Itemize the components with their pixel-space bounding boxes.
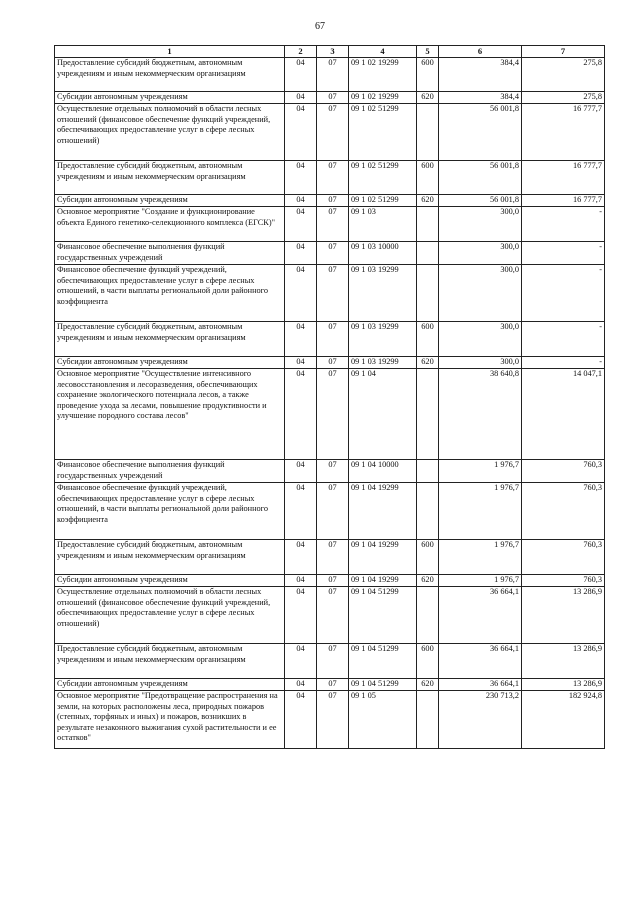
row-target-article: 09 1 04 19299 [349,575,417,587]
column-header: 2 [285,46,317,58]
row-section: 04 [285,242,317,265]
row-amount-year2: 14 047,1 [522,369,605,460]
row-amount-year1: 300,0 [439,265,522,322]
row-section: 04 [285,483,317,540]
row-amount-year2: 760,3 [522,575,605,587]
row-section: 04 [285,679,317,691]
row-subsection: 07 [317,104,349,161]
row-amount-year2: 275,8 [522,58,605,92]
row-expense-type: 600 [417,540,439,575]
row-amount-year1: 300,0 [439,242,522,265]
row-expense-type [417,460,439,483]
row-target-article: 09 1 02 51299 [349,195,417,207]
budget-table [54,45,605,749]
row-amount-year1: 384,4 [439,58,522,92]
row-name: Субсидии автономным учреждениям [55,195,285,207]
row-name: Субсидии автономным учреждениям [55,575,285,587]
column-header: 3 [317,46,349,58]
row-subsection: 07 [317,691,349,749]
row-expense-type: 600 [417,161,439,195]
table-row [55,483,605,540]
row-subsection: 07 [317,587,349,644]
row-subsection: 07 [317,92,349,104]
row-expense-type: 620 [417,195,439,207]
row-target-article: 09 1 04 51299 [349,587,417,644]
table-row [55,242,605,265]
row-subsection: 07 [317,265,349,322]
table-row [55,644,605,679]
row-amount-year1: 56 001,8 [439,195,522,207]
row-amount-year2: 760,3 [522,460,605,483]
row-subsection: 07 [317,161,349,195]
row-section: 04 [285,540,317,575]
row-expense-type [417,242,439,265]
table-row [55,691,605,749]
row-amount-year2: 760,3 [522,483,605,540]
row-amount-year1: 300,0 [439,207,522,242]
row-amount-year1: 38 640,8 [439,369,522,460]
table-row [55,587,605,644]
row-subsection: 07 [317,483,349,540]
row-section: 04 [285,587,317,644]
row-name: Осуществление отдельных полномочий в области лесных отношений (финансовое обеспечение функций учреждений, обеспечивающих предоставление услуг в сфере лесных отношений) [55,587,285,644]
row-target-article: 09 1 02 19299 [349,58,417,92]
row-amount-year2: - [522,322,605,357]
table-row [55,207,605,242]
row-amount-year1: 300,0 [439,357,522,369]
row-target-article: 09 1 05 [349,691,417,749]
row-section: 04 [285,58,317,92]
row-subsection: 07 [317,540,349,575]
row-name: Предоставление субсидий бюджетным, автономным учреждениям и иным некоммерческим организациям [55,322,285,357]
row-target-article: 09 1 04 19299 [349,483,417,540]
row-target-article: 09 1 04 19299 [349,540,417,575]
row-name: Субсидии автономным учреждениям [55,357,285,369]
row-name: Финансовое обеспечение выполнения функций государственных учреждений [55,460,285,483]
row-section: 04 [285,575,317,587]
table-header-row [55,46,605,58]
row-expense-type: 600 [417,58,439,92]
row-name: Финансовое обеспечение выполнения функций государственных учреждений [55,242,285,265]
row-target-article: 09 1 02 19299 [349,92,417,104]
row-section: 04 [285,322,317,357]
row-amount-year2: 275,8 [522,92,605,104]
row-target-article: 09 1 04 10000 [349,460,417,483]
row-section: 04 [285,104,317,161]
row-target-article: 09 1 02 51299 [349,161,417,195]
row-name: Основное мероприятие "Предотвращение распространения на земли, на которых расположены леса, природных пожаров (степных, торфяных и иных) и пожаров, возникших в результате незаконного выжигания сухой растительности и ее остатков" [55,691,285,749]
row-section: 04 [285,207,317,242]
row-expense-type: 620 [417,575,439,587]
row-subsection: 07 [317,207,349,242]
table-row [55,357,605,369]
row-amount-year2: - [522,357,605,369]
row-section: 04 [285,369,317,460]
row-target-article: 09 1 03 [349,207,417,242]
row-amount-year1: 36 664,1 [439,644,522,679]
row-amount-year2: - [522,265,605,322]
row-subsection: 07 [317,644,349,679]
row-amount-year2: 760,3 [522,540,605,575]
row-amount-year1: 230 713,2 [439,691,522,749]
table-row [55,322,605,357]
row-amount-year1: 1 976,7 [439,460,522,483]
row-target-article: 09 1 03 19299 [349,322,417,357]
row-name: Осуществление отдельных полномочий в области лесных отношений (финансовое обеспечение функций учреждений, обеспечивающих предоставление услуг в сфере лесных отношений) [55,104,285,161]
column-header: 4 [349,46,417,58]
row-name: Основное мероприятие "Создание и функционирование объекта Единого генетико-селекционного комплекса (ЕГСК)" [55,207,285,242]
row-subsection: 07 [317,195,349,207]
row-amount-year2: 16 777,7 [522,195,605,207]
row-subsection: 07 [317,58,349,92]
row-amount-year1: 1 976,7 [439,483,522,540]
row-section: 04 [285,92,317,104]
row-amount-year2: 13 286,9 [522,644,605,679]
row-amount-year2: 182 924,8 [522,691,605,749]
row-target-article: 09 1 03 19299 [349,357,417,369]
row-target-article: 09 1 04 51299 [349,679,417,691]
row-name: Основное мероприятие "Осуществление интенсивного лесовосстановления и лесоразведения, обеспечивающих сохранение экологического потенциала лесов, а также проведение ухода за лесами, повышение продуктивности и улучшение породного состава лесов" [55,369,285,460]
row-name: Предоставление субсидий бюджетным, автономным учреждениям и иным некоммерческим организациям [55,58,285,92]
row-section: 04 [285,460,317,483]
row-name: Финансовое обеспечение функций учреждений, обеспечивающих предоставление услуг в сфере лесных отношений, в части выплаты региональной доли районного коэффициента [55,265,285,322]
row-amount-year2: 13 286,9 [522,679,605,691]
row-name: Субсидии автономным учреждениям [55,679,285,691]
row-expense-type [417,483,439,540]
row-target-article: 09 1 03 19299 [349,265,417,322]
row-expense-type [417,104,439,161]
row-name: Субсидии автономным учреждениям [55,92,285,104]
page-number: 67 [315,21,325,32]
row-subsection: 07 [317,679,349,691]
row-target-article: 09 1 04 [349,369,417,460]
row-subsection: 07 [317,369,349,460]
row-amount-year1: 36 664,1 [439,587,522,644]
row-amount-year1: 56 001,8 [439,161,522,195]
row-target-article: 09 1 02 51299 [349,104,417,161]
table-row [55,195,605,207]
row-expense-type: 600 [417,322,439,357]
row-amount-year1: 1 976,7 [439,540,522,575]
row-amount-year1: 1 976,7 [439,575,522,587]
row-expense-type [417,587,439,644]
table-row [55,161,605,195]
row-amount-year2: - [522,207,605,242]
row-subsection: 07 [317,322,349,357]
table-row [55,575,605,587]
table-row [55,460,605,483]
row-expense-type [417,691,439,749]
table-row [55,58,605,92]
row-target-article: 09 1 03 10000 [349,242,417,265]
table-row [55,369,605,460]
row-section: 04 [285,357,317,369]
row-amount-year2: 16 777,7 [522,104,605,161]
row-section: 04 [285,691,317,749]
row-expense-type: 620 [417,92,439,104]
row-amount-year2: 16 777,7 [522,161,605,195]
row-expense-type [417,369,439,460]
row-amount-year1: 300,0 [439,322,522,357]
row-name: Финансовое обеспечение функций учреждений, обеспечивающих предоставление услуг в сфере лесных отношений, в части выплаты региональной доли районного коэффициента [55,483,285,540]
row-expense-type: 620 [417,679,439,691]
row-subsection: 07 [317,242,349,265]
row-name: Предоставление субсидий бюджетным, автономным учреждениям и иным некоммерческим организациям [55,540,285,575]
row-subsection: 07 [317,357,349,369]
row-subsection: 07 [317,575,349,587]
column-header: 7 [522,46,605,58]
row-amount-year1: 56 001,8 [439,104,522,161]
table-row [55,104,605,161]
table-row [55,92,605,104]
row-section: 04 [285,161,317,195]
row-amount-year2: 13 286,9 [522,587,605,644]
row-expense-type: 600 [417,644,439,679]
row-amount-year1: 384,4 [439,92,522,104]
row-amount-year2: - [522,242,605,265]
row-expense-type [417,207,439,242]
table-row [55,679,605,691]
row-subsection: 07 [317,460,349,483]
row-name: Предоставление субсидий бюджетным, автономным учреждениям и иным некоммерческим организациям [55,644,285,679]
row-expense-type: 620 [417,357,439,369]
row-section: 04 [285,644,317,679]
row-section: 04 [285,195,317,207]
column-header: 1 [55,46,285,58]
row-section: 04 [285,265,317,322]
column-header: 6 [439,46,522,58]
row-target-article: 09 1 04 51299 [349,644,417,679]
row-expense-type [417,265,439,322]
row-name: Предоставление субсидий бюджетным, автономным учреждениям и иным некоммерческим организациям [55,161,285,195]
column-header: 5 [417,46,439,58]
row-amount-year1: 36 664,1 [439,679,522,691]
table-row [55,540,605,575]
table-row [55,265,605,322]
